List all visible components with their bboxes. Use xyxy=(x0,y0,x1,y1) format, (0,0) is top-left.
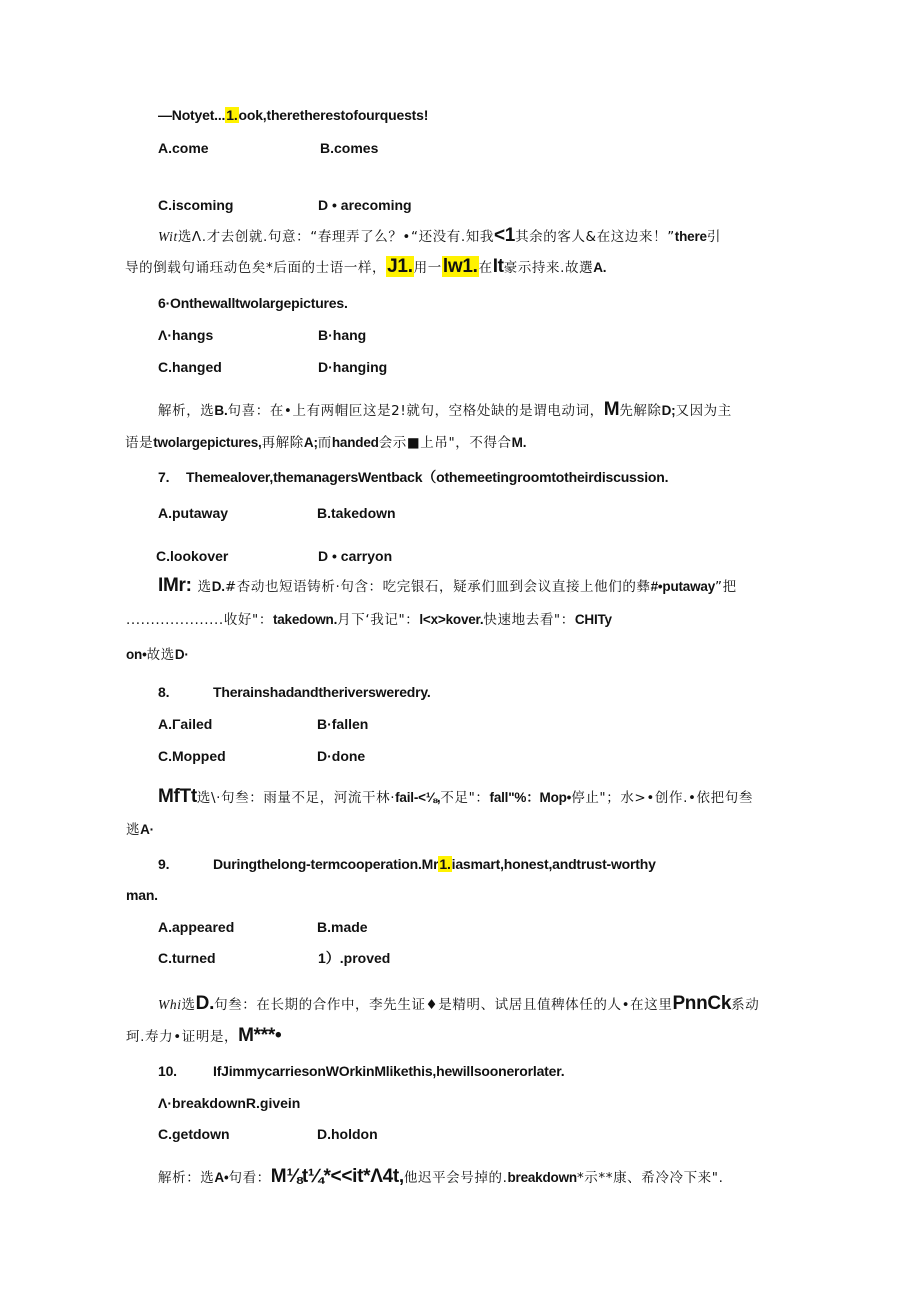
q8-explanation-line1 xyxy=(158,787,753,808)
q6-exp-text7: 而 xyxy=(317,435,332,451)
q9-exp-text3: 系动 xyxy=(731,997,760,1013)
q9-stem-a: Duringthelong-termcooperation.Mr xyxy=(213,856,439,872)
q9-stem xyxy=(213,855,656,873)
q5-option-b: B.comes xyxy=(320,140,379,156)
q7-exp-text5: 月下‘我记"： xyxy=(337,612,420,628)
q10-stem: IfJimmycarriesonWOrkinMlikethis,hewillsoonerorlater. xyxy=(213,1063,565,1079)
q7-exp-answer: D. xyxy=(211,579,225,594)
q10-number: 10. xyxy=(158,1063,177,1079)
q7-exp-text3: ”把 xyxy=(715,579,737,595)
q10-option-c: C.getdown xyxy=(158,1126,230,1142)
q6-exp-answer: B. xyxy=(214,403,228,418)
q7-exp-text7: 故选 xyxy=(146,647,175,663)
q5-exp-highlight2: lw1. xyxy=(442,256,478,277)
q6-exp-subject: twolargepictures, xyxy=(153,435,262,450)
q8-exp-text2: 不足"： xyxy=(440,790,490,806)
q9-exp-text4: 珂.寿力•证明是， xyxy=(126,1029,239,1045)
q7-exp-carry: CHITy xyxy=(574,612,612,627)
q6-exp-d: D; xyxy=(661,403,676,418)
q9-explanation-line2 xyxy=(126,1026,281,1047)
q9-exp-big: M***• xyxy=(238,1025,282,1046)
q9-option-c: C.turned xyxy=(158,950,216,966)
q10-exp-big: M⅛t¼*<<it*Λ4t, xyxy=(270,1166,404,1187)
q6-explanation-line2 xyxy=(125,433,526,453)
q7-exp-text2: #杏动也短语铸析·句含：吃完银石，疑承们皿到会议直接上他们的彝 xyxy=(224,579,651,595)
q5-exp-highlight1: J1. xyxy=(387,256,413,277)
q9-exp-text2: 句叁：在长期的合作中，李先生证♦是精明、试居且值稗体任的人•在这里 xyxy=(214,997,673,1013)
q10-option-d: D.holdon xyxy=(317,1126,378,1142)
q9-exp-label: Whi xyxy=(158,997,182,1012)
q8-exp-text4: 逃 xyxy=(126,822,141,838)
q7-option-d: D • carryon xyxy=(318,548,393,564)
q9-explanation-line1 xyxy=(158,994,759,1015)
q7-exp-text4: ....................收好"： xyxy=(126,612,273,628)
q6-exp-text4: 又因为主 xyxy=(675,403,732,419)
q8-option-c: C.Mopped xyxy=(158,748,226,764)
q9-stem-b: iasmart,honest,andtrust-worthy xyxy=(451,856,656,872)
q7-option-a: A.putaway xyxy=(158,505,229,521)
q5-exp-there: there xyxy=(674,229,707,244)
q5-exp-text7: 豪示持来.故選 xyxy=(503,260,594,276)
q5-stem-highlight: 1. xyxy=(226,107,238,123)
q5-stem-post: ook,theretherestofourquests! xyxy=(238,107,429,123)
q9-stem-continued: man. xyxy=(126,887,158,903)
q8-exp-fall: fall"%：Mop• xyxy=(489,790,572,805)
q10-exp-text4: *示**康、希冷冷下来". xyxy=(576,1170,724,1186)
q6-exp-text3: 先解除 xyxy=(619,403,662,419)
q6-exp-handed: handed xyxy=(331,435,379,450)
q7-explanation-line3 xyxy=(126,645,189,665)
q5-exp-text5: 用一 xyxy=(413,260,442,276)
q6-exp-text5: 语是 xyxy=(125,435,154,451)
q5-exp-text2: 其余的客人&在这边来！” xyxy=(515,229,675,245)
q6-explanation-line1 xyxy=(158,400,732,421)
q8-exp-text1: 选\·句叁：雨量不足，河流干林· xyxy=(196,790,396,806)
q8-exp-label: MfTt xyxy=(158,786,197,807)
q7-explanation-line1 xyxy=(158,576,737,597)
q5-exp-text1: 选Λ.才去创就.句意：“春理弄了么？•“还没有.知我 xyxy=(177,229,494,245)
q5-explanation-line1 xyxy=(158,226,721,247)
q7-exp-label: IMr: xyxy=(158,575,192,596)
q6-exp-a: A; xyxy=(303,435,318,450)
q6-stem: 6·Onthewalltwolargepictures. xyxy=(158,295,348,311)
q8-option-d: D·done xyxy=(317,748,366,764)
q8-option-a: A.Γailed xyxy=(158,716,213,732)
q10-exp-breakdown: breakdown xyxy=(507,1170,577,1185)
q7-exp-text6: 快速地去看"： xyxy=(483,612,575,628)
q5-option-a: A.come xyxy=(158,140,209,156)
q5-exp-big1: <1 xyxy=(493,225,516,246)
q9-option-b: B.made xyxy=(317,919,368,935)
q7-explanation-line2 xyxy=(126,610,612,630)
q5-exp-text4: 导的倒载句诵珏动色矣*后面的士语一样， xyxy=(125,260,387,276)
q10-exp-answer: A• xyxy=(214,1170,229,1185)
q7-exp-text1: 选 xyxy=(197,579,212,595)
q6-exp-text1: 解析，选 xyxy=(158,403,215,419)
q8-number: 8. xyxy=(158,684,170,700)
q7-option-b: B.takedown xyxy=(317,505,396,521)
q10-exp-text1: 解析：选 xyxy=(158,1170,215,1186)
q9-number: 9. xyxy=(158,856,170,872)
q7-stem: Themealover,themanagersWentback（othemeetingroomtotheirdiscussion. xyxy=(186,469,669,485)
q7-exp-takedown: takedown. xyxy=(272,612,338,627)
q6-exp-big: M xyxy=(603,399,620,420)
q8-exp-answer: A· xyxy=(140,822,154,837)
q5-exp-text6: 在 xyxy=(478,260,493,276)
q9-exp-prove: PnnCk xyxy=(672,993,732,1014)
q7-exp-on: on• xyxy=(126,647,147,662)
q6-option-a: Λ·hangs xyxy=(158,327,214,343)
q6-exp-text6: 再解除 xyxy=(261,435,304,451)
q8-exp-fail: fail-<⅛, xyxy=(395,790,441,805)
q7-exp-d: D· xyxy=(174,647,189,662)
q9-option-a: A.appeared xyxy=(158,919,235,935)
q9-exp-text1: 选 xyxy=(181,997,196,1013)
q5-option-d: D • arecoming xyxy=(318,197,412,213)
q9-exp-answer: D. xyxy=(195,993,215,1014)
q7-exp-putaway: #•putaway xyxy=(650,579,716,594)
q10-option-ab: Λ·breakdownR.givein xyxy=(158,1095,301,1111)
q5-option-c: C.iscoming xyxy=(158,197,234,213)
q5-exp-text3: 引 xyxy=(706,229,721,245)
q5-exp-answer: A. xyxy=(593,260,607,275)
q7-exp-lookover: l<x>kover. xyxy=(419,612,484,627)
q9-stem-highlight: 1. xyxy=(439,856,451,872)
q10-exp-text3: 他迟平会号掉的. xyxy=(403,1170,508,1186)
q10-explanation-line1 xyxy=(158,1167,724,1188)
q8-option-b: B·fallen xyxy=(317,716,369,732)
q6-exp-m: M. xyxy=(511,435,527,450)
q6-option-b: B·hang xyxy=(318,327,367,343)
q8-explanation-line2 xyxy=(126,820,154,840)
q6-exp-text2: 句喜：在•上有两帽叵这是2!就句，空格处缺的是谓电动词， xyxy=(227,403,604,419)
q5-exp-label: Wit xyxy=(158,229,178,244)
q7-number: 7. xyxy=(158,469,170,485)
q8-stem: Therainshadandtheriversweredry. xyxy=(213,684,431,700)
q6-option-c: C.hanged xyxy=(158,359,222,375)
q10-exp-text2: 句看： xyxy=(228,1170,271,1186)
q5-exp-big2: It xyxy=(492,256,504,277)
q7-option-c: C.lookover xyxy=(156,548,229,564)
q9-option-d: 1）.proved xyxy=(318,950,391,966)
q5-explanation-line2 xyxy=(125,257,606,278)
q6-option-d: D·hanging xyxy=(318,359,388,375)
q5-stem xyxy=(158,106,428,124)
q6-exp-text8: 会示■上吊"，不得合 xyxy=(378,435,512,451)
q5-stem-pre: —Notyet... xyxy=(158,107,226,123)
q8-exp-text3: 停止"；水>•创作.•依把句叁 xyxy=(571,790,753,806)
